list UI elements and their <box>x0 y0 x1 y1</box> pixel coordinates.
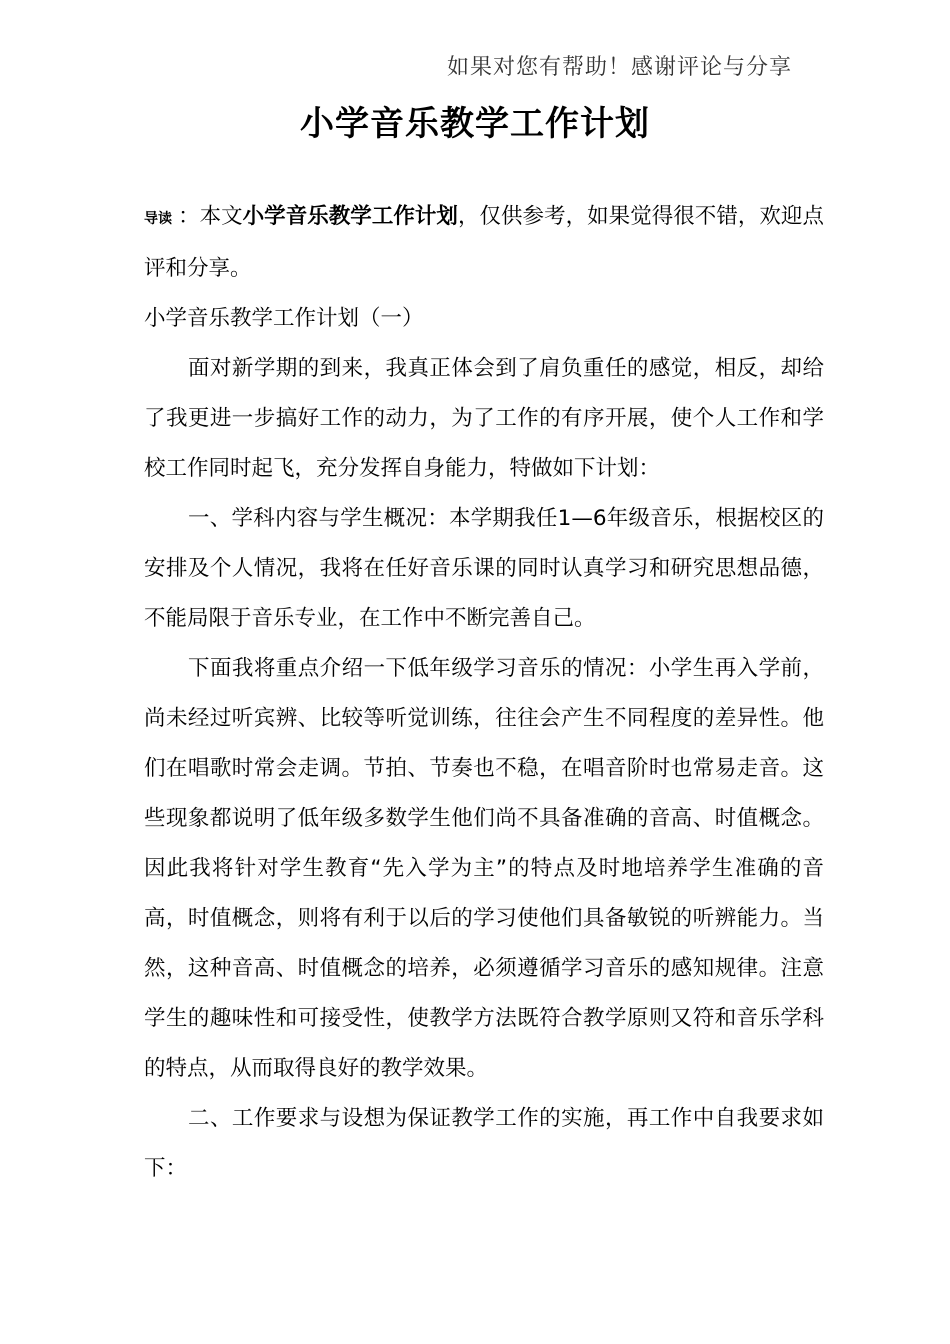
intro-rest: ，仅供参考，如果觉得很不错，欢迎点评和分享。 <box>144 204 824 281</box>
intro-tag: 导读 <box>144 211 173 227</box>
body-paragraph: 二、工作要求与设想为保证教学工作的实施，再工作中自我要求如下： <box>144 1106 824 1181</box>
document-title: 小学音乐教学工作计划 <box>300 104 650 144</box>
body-paragraph: 下面我将重点介绍一下低年级学习音乐的情况：小学生再入学前，尚未经过听宾辨、比较等听觉训练，往往会产生不同程度的差异性。他们在唱歌时常会走调。节拍、节奏也不稳，在唱音阶时也常易走音。这些现象都说明了低年级多数学生他们尚不具备准确的音高、时值概念。因此我将针对学生教育“先入学为主”的特点及时地培养学生准确的音高，时值概念，则将有利于以后的学习使他们具备敏锐的听辨能力。当然，这种音高、时值概念的培养，必须遵循学习音乐的感知规律。注意学生的趣味性和可接受性，使教学方法既符合教学原则又符和音乐学科的特点，从而取得良好的教学效果。 <box>144 656 824 1081</box>
intro-lead: ：本文 <box>178 204 243 229</box>
document-body <box>144 192 824 1194</box>
body-paragraph: 一、学科内容与学生概况：本学期我任1—6年级音乐，根据校区的安排及个人情况，我将在任好音乐课的同时认真学习和研究思想品德，不能局限于音乐专业，在工作中不断完善自己。 <box>144 506 824 631</box>
header-note: 如果对您有帮助！感谢评论与分享 <box>446 55 792 80</box>
section-heading: 小学音乐教学工作计划（一） <box>144 306 424 331</box>
body-paragraph: 面对新学期的到来，我真正体会到了肩负重任的感觉，相反，却给了我更进一步搞好工作的动力，为了工作的有序开展，使个人工作和学校工作同时起飞，充分发挥自身能力，特做如下计划： <box>144 356 824 481</box>
intro-paragraph <box>144 192 824 294</box>
intro-bold-title: 小学音乐教学工作计划 <box>242 204 458 229</box>
